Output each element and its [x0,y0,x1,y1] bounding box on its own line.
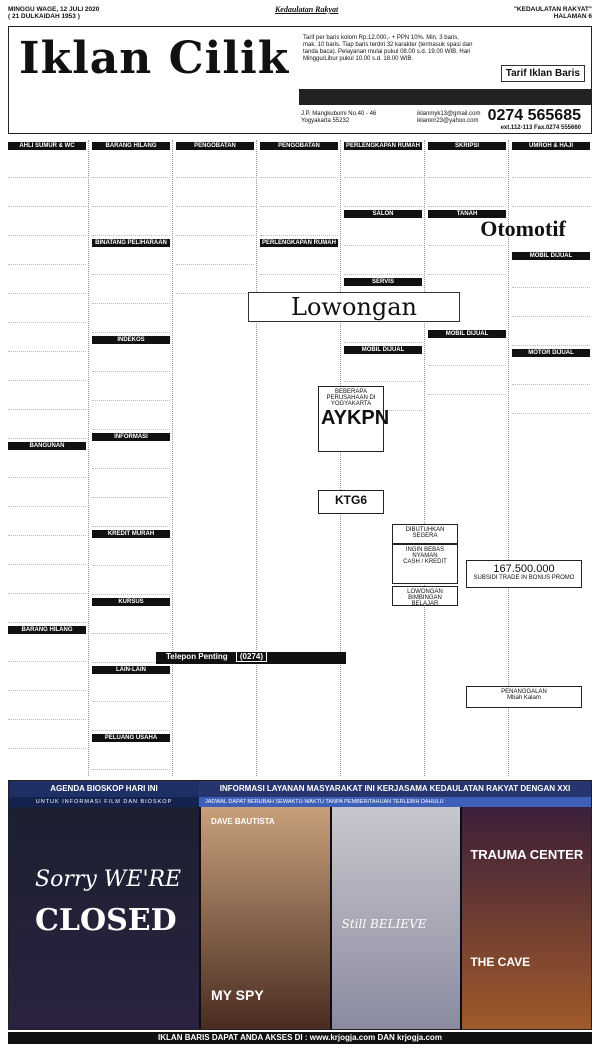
ad-item [92,569,170,595]
ad-item [512,181,590,207]
category-header: AHLI SUMUR & WC [8,142,86,150]
ad-item [176,268,254,294]
ad-item [8,568,86,594]
ad-item [92,443,170,469]
column [176,140,257,776]
ad-item [260,210,338,236]
category-header: MOBIL DIJUAL [512,252,590,260]
ad-item [92,278,170,304]
emails: iklanmyk13@gmail.com iklankrr23@yahoo.com [417,111,481,124]
ad-item [8,355,86,381]
ad-item [176,152,254,178]
ad-item [8,723,86,749]
category-header: BARANG HILANG [8,626,86,634]
ad-item [92,773,170,776]
ad-item [92,346,170,372]
ad-item [8,694,86,720]
category-header: LAIN-LAIN [92,666,170,674]
ad-item [92,375,170,401]
otomotif-heading: Otomotif [480,216,566,241]
closed-poster [9,807,199,1029]
ad-item [92,501,170,527]
agenda-subtitle: UNTUK INFORMASI FILM DAN BIOSKOP [9,797,199,807]
ad-item [8,210,86,236]
ad-item [512,320,590,346]
ad-item [176,181,254,207]
ad-item [344,152,422,178]
agenda-title: AGENDA BIOSKOP HARI INI [9,781,199,797]
ad-item [92,307,170,333]
ad-item [92,676,170,702]
masthead [8,26,592,134]
ad-item [260,152,338,178]
column [8,140,89,776]
ad-item [8,239,86,265]
tarif-text: Tarif per baris kolom Rp.12.000,- + PPN 10%. Min. 3 baris, mak. 10 baris. Tiap baris terdiri 32 karakter (termasuk spasi dan tanda baca). Pelayanan mulai pukul 08.00 s.d. 19.00 WIB. Hari Minggu/Libur pukul 10.00 s.d. 18.00 WIB. [303,35,473,62]
category-header: MOTOR DIJUAL [512,349,590,357]
ad-item [512,359,590,385]
footer-banner: IKLAN BARIS DAPAT ANDA AKSES DI : www.krjogja.com DAN krjogja.com [8,1032,592,1044]
strip-center: Kedaulatan Rakyat [274,5,339,14]
ad-lowongan-bimbel: LOWONGAN BIMBINGAN BELAJAR [392,586,458,606]
poster-my-spy: DAVE BAUTISTA MY SPY [201,807,330,1029]
ad-item [8,636,86,662]
ad-item [512,262,590,288]
ad-item [512,388,590,414]
closed-text: CLOSED [35,903,177,938]
ad-item [92,608,170,634]
ad-item [8,539,86,565]
category-header: INFORMASI [92,433,170,441]
ad-item [92,705,170,731]
category-header: MOBIL DIJUAL [344,346,422,354]
category-header: PELUANG USAHA [92,734,170,742]
category-header: TANAH [428,210,506,218]
ad-item [8,665,86,691]
category-header: PENGOBATAN [260,142,338,150]
agenda-info-sub: JADWAL DAPAT BERUBAH SEWAKTU-WAKTU TANPA PEMBERITAHUAN TERLEBIH DAHULU [199,797,591,807]
ad-item [92,249,170,275]
ad-item [428,181,506,207]
ad-item [92,152,170,178]
ad-item [176,239,254,265]
ad-item [8,268,86,294]
category-header: KREDIT MURAH [92,530,170,538]
poster-row [9,807,591,1029]
ad-item [344,356,422,382]
ad-item [512,152,590,178]
agenda-bioskop [8,780,592,1030]
ad-item [92,404,170,430]
ad-item [428,340,506,366]
ad-item [92,472,170,498]
poster-still-believe: Still BELIEVE [332,807,461,1029]
lowongan-title: Lowongan [291,293,417,321]
ad-item [8,181,86,207]
strip-right: "KEDAULATAN RAKYAT" HALAMAN 6 [513,6,592,20]
header-strip [8,6,592,20]
ad-item [8,326,86,352]
ad-item [344,220,422,246]
ad-item [176,210,254,236]
address: J.P. Mangkubumi No.40 - 46 Yogyakarta 55232 [301,111,377,124]
ad-harga: 167.500.000 SUBSIDI TRADE IN BONUS PROMO [466,560,582,588]
ad-item [8,510,86,536]
poster-trauma-center: TRAUMA CENTER THE CAVE [462,807,591,1029]
ad-item [92,744,170,770]
ad-beberapa: BEBERAPA PERUSAHAAN DI YOGYAKARTA AYKPN [318,386,384,452]
masthead-bar [299,89,591,105]
category-header: MOBIL DIJUAL [428,330,506,338]
category-header: SKRIPSI [428,142,506,150]
ad-item [8,297,86,323]
category-header: BANGUNAN [8,442,86,450]
ad-item [92,181,170,207]
category-header: UMROH & HAJI [512,142,590,150]
sorry-text: Sorry WE'RE [35,867,182,892]
phone: 0274 565685 ext.112-113 Fax.0274 555660 [487,107,581,131]
column [344,140,425,776]
ad-item [8,413,86,439]
category-header: SALON [344,210,422,218]
category-header: INDEKOS [92,336,170,344]
ad-item [8,152,86,178]
ad-item [8,384,86,410]
ad-item [260,181,338,207]
column [92,140,173,776]
column [260,140,341,776]
ad-item [92,210,170,236]
category-header: BINATANG PELIHARAAN [92,239,170,247]
ad-ayk: AYKPN [321,407,390,429]
ad-item [260,249,338,275]
category-header: SERVIS [344,278,422,286]
category-header: KURSUS [92,598,170,606]
ad-ktgs: KTG6 [318,490,384,514]
category-header: PENGOBATAN [176,142,254,150]
category-header: PERLENGKAPAN RUMAH [260,239,338,247]
ad-item [428,152,506,178]
agenda-header [9,781,591,797]
agenda-subheader [9,797,591,807]
category-header: BARANG HILANG [92,142,170,150]
telepon-penting: Telepon Penting (0274) [156,652,346,664]
ad-item [428,369,506,395]
ad-item [344,249,422,275]
lowongan-banner [248,292,460,322]
ad-item [8,452,86,478]
ad-kredit: INGIN BEBAS NYAMAN CASH / KREDIT [392,544,458,584]
masthead-logo: Iklan Cilik [19,33,290,84]
ad-item [512,291,590,317]
agenda-info-title: INFORMASI LAYANAN MASYARAKAT INI KERJASAMA KEDAULATAN RAKYAT DENGAN XXI [199,781,591,797]
ad-penanggalan: PENANGGALAN Mbah Kalam [466,686,582,708]
strip-left: MINGGU WAGE, 12 JULI 2020 ( 21 DULKAIDAH 1953 ) [8,6,100,20]
ad-item [428,249,506,275]
ad-item [8,597,86,623]
ad-item [8,481,86,507]
category-header: PERLENGKAPAN RUMAH [344,142,422,150]
ad-item [92,540,170,566]
ad-item [344,181,422,207]
ad-dibutuhkan: DIBUTUHKAN SEGERA [392,524,458,544]
tarif-logo: Tarif Iklan Baris [501,65,585,82]
